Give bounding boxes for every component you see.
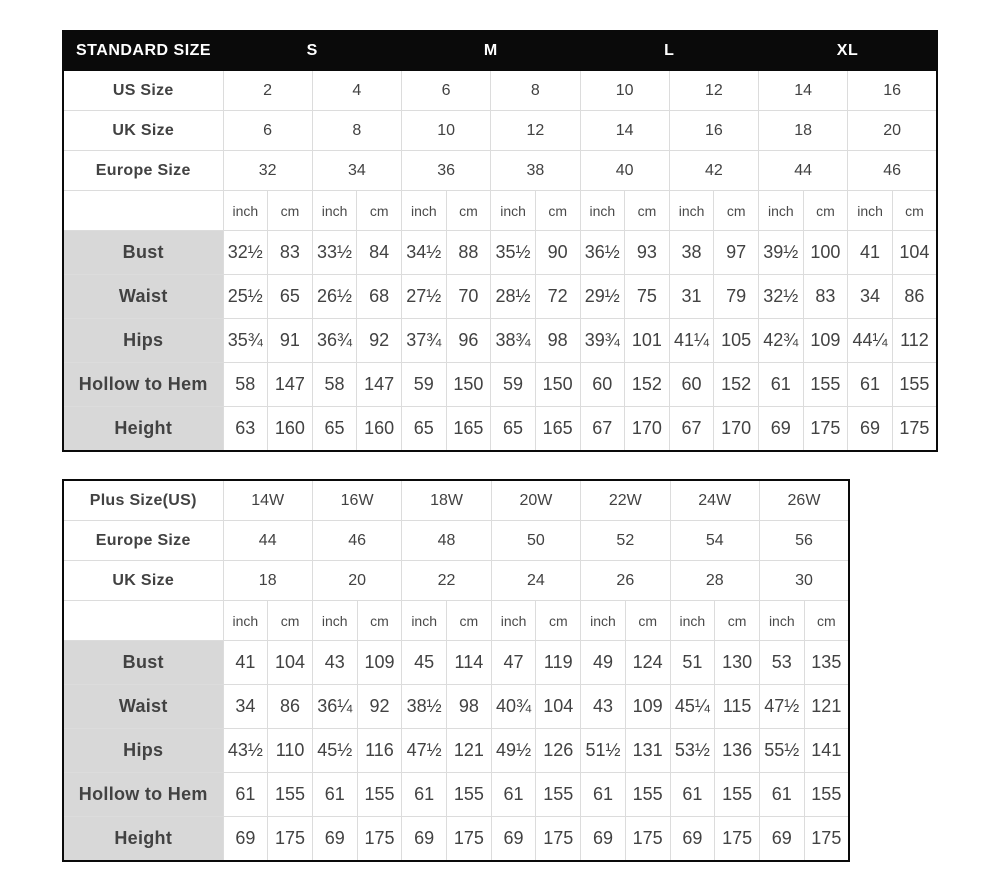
size-conversion-row (63, 561, 849, 601)
size-value-cell: 20W (491, 480, 580, 521)
unit-label-cm: cm (536, 601, 581, 641)
unit-label-cm: cm (804, 601, 849, 641)
size-value-cell: 14W (223, 480, 312, 521)
measurement-value-cell: 131 (625, 729, 670, 773)
measurement-value-cell: 160 (357, 407, 402, 452)
unit-label-cm: cm (357, 191, 402, 231)
size-value-cell: 16W (312, 480, 401, 521)
measurement-value-cell: 175 (892, 407, 937, 452)
measurement-value-cell: 92 (357, 319, 402, 363)
unit-label-cm: cm (625, 601, 670, 641)
measurement-value-cell: 110 (268, 729, 313, 773)
measurement-row (63, 817, 849, 862)
measurement-row (63, 275, 937, 319)
unit-label-cm: cm (714, 191, 759, 231)
measurement-value-cell: 100 (803, 231, 848, 275)
measurement-value-cell: 38 (669, 231, 714, 275)
measurement-value-cell: 45¼ (670, 685, 715, 729)
measurement-value-cell: 70 (446, 275, 491, 319)
measurement-value-cell: 43½ (223, 729, 268, 773)
size-group-header: M (402, 31, 581, 71)
size-value-cell: 32 (223, 151, 312, 191)
size-value-cell: 10 (402, 111, 491, 151)
measurement-value-cell: 61 (848, 363, 893, 407)
size-value-cell: 26W (759, 480, 849, 521)
table-header-row (63, 31, 937, 71)
measurement-value-cell: 49 (581, 641, 626, 685)
measurement-value-cell: 155 (268, 773, 313, 817)
measurement-value-cell: 160 (268, 407, 313, 452)
measurement-value-cell: 98 (535, 319, 580, 363)
measurement-value-cell: 34½ (402, 231, 447, 275)
measurement-value-cell: 27½ (402, 275, 447, 319)
measurement-value-cell: 155 (357, 773, 402, 817)
size-value-cell: 18 (223, 561, 312, 601)
measurement-value-cell: 150 (446, 363, 491, 407)
measurement-value-cell: 61 (402, 773, 447, 817)
size-value-cell: 52 (581, 521, 670, 561)
measurement-value-cell: 165 (535, 407, 580, 452)
measurement-value-cell: 63 (223, 407, 268, 452)
size-value-cell: 14 (580, 111, 669, 151)
size-value-cell: 20 (848, 111, 937, 151)
measurement-value-cell: 175 (715, 817, 760, 862)
measurement-value-cell: 86 (892, 275, 937, 319)
measurement-value-cell: 121 (447, 729, 492, 773)
measurement-value-cell: 44¼ (848, 319, 893, 363)
size-value-cell: 44 (223, 521, 312, 561)
measurement-row (63, 685, 849, 729)
measurement-value-cell: 175 (536, 817, 581, 862)
size-value-cell: 48 (402, 521, 491, 561)
measurement-value-cell: 38½ (402, 685, 447, 729)
row-label: Hollow to Hem (63, 773, 223, 817)
measurement-value-cell: 104 (536, 685, 581, 729)
measurement-value-cell: 58 (312, 363, 357, 407)
measurement-value-cell: 55½ (759, 729, 804, 773)
unit-label-cm: cm (268, 191, 313, 231)
measurement-value-cell: 155 (447, 773, 492, 817)
tables-container (62, 30, 938, 862)
size-value-cell: 56 (759, 521, 849, 561)
unit-label-cm: cm (892, 191, 937, 231)
measurement-value-cell: 69 (848, 407, 893, 452)
measurement-value-cell: 61 (581, 773, 626, 817)
measurement-value-cell: 93 (625, 231, 670, 275)
measurement-value-cell: 69 (491, 817, 536, 862)
measurement-value-cell: 69 (759, 817, 804, 862)
row-label: Waist (63, 275, 223, 319)
row-label: Bust (63, 231, 223, 275)
unit-label-cm: cm (803, 191, 848, 231)
measurement-value-cell: 41¼ (669, 319, 714, 363)
measurement-value-cell: 39¾ (580, 319, 625, 363)
measurement-value-cell: 68 (357, 275, 402, 319)
size-value-cell: 18W (402, 480, 491, 521)
measurement-value-cell: 41 (848, 231, 893, 275)
plus-table-body (63, 480, 849, 861)
row-label: Height (63, 407, 223, 452)
measurement-row (63, 773, 849, 817)
measurement-value-cell: 147 (357, 363, 402, 407)
size-value-cell: 24W (670, 480, 759, 521)
measurement-value-cell: 152 (714, 363, 759, 407)
measurement-value-cell: 36½ (580, 231, 625, 275)
size-group-header: S (223, 31, 402, 71)
measurement-row (63, 641, 849, 685)
size-conversion-row (63, 111, 937, 151)
unit-label-cm: cm (268, 601, 313, 641)
measurement-value-cell: 150 (535, 363, 580, 407)
unit-label-inch: inch (581, 601, 626, 641)
measurement-value-cell: 109 (625, 685, 670, 729)
size-value-cell: 10 (580, 71, 669, 111)
unit-label-cm: cm (535, 191, 580, 231)
size-value-cell: 22 (402, 561, 491, 601)
measurement-value-cell: 136 (715, 729, 760, 773)
measurement-value-cell: 53 (759, 641, 804, 685)
measurement-value-cell: 121 (804, 685, 849, 729)
row-label: Waist (63, 685, 223, 729)
measurement-value-cell: 59 (402, 363, 447, 407)
measurement-value-cell: 43 (581, 685, 626, 729)
measurement-value-cell: 104 (892, 231, 937, 275)
measurement-value-cell: 35¾ (223, 319, 268, 363)
measurement-value-cell: 165 (446, 407, 491, 452)
size-value-cell: 6 (402, 71, 491, 111)
measurement-value-cell: 86 (268, 685, 313, 729)
size-value-cell: 12 (669, 71, 758, 111)
measurement-value-cell: 175 (357, 817, 402, 862)
measurement-value-cell: 53½ (670, 729, 715, 773)
measurement-value-cell: 155 (804, 773, 849, 817)
unit-label-inch: inch (402, 191, 447, 231)
measurement-value-cell: 33½ (312, 231, 357, 275)
unit-header-row (63, 601, 849, 641)
row-label: UK Size (63, 111, 223, 151)
standard-table-body (63, 31, 937, 451)
size-value-cell: 14 (759, 71, 848, 111)
measurement-value-cell: 51 (670, 641, 715, 685)
unit-label-cm: cm (357, 601, 402, 641)
measurement-value-cell: 32½ (759, 275, 804, 319)
measurement-value-cell: 65 (402, 407, 447, 452)
measurement-value-cell: 170 (714, 407, 759, 452)
measurement-value-cell: 61 (759, 773, 804, 817)
measurement-value-cell: 41 (223, 641, 268, 685)
size-value-cell: 54 (670, 521, 759, 561)
size-value-cell: 46 (312, 521, 401, 561)
measurement-value-cell: 60 (669, 363, 714, 407)
measurement-value-cell: 69 (312, 817, 357, 862)
unit-label-cm: cm (446, 191, 491, 231)
size-value-cell: 16 (669, 111, 758, 151)
measurement-value-cell: 45 (402, 641, 447, 685)
size-value-cell: 18 (759, 111, 848, 151)
measurement-value-cell: 36¼ (312, 685, 357, 729)
unit-row-spacer (63, 601, 223, 641)
size-value-cell: 4 (312, 71, 401, 111)
measurement-value-cell: 49½ (491, 729, 536, 773)
unit-label-inch: inch (223, 191, 268, 231)
plus-size-table (62, 479, 850, 862)
measurement-value-cell: 104 (268, 641, 313, 685)
measurement-value-cell: 112 (892, 319, 937, 363)
unit-label-cm: cm (715, 601, 760, 641)
size-group-header: XL (759, 31, 938, 71)
unit-label-inch: inch (580, 191, 625, 231)
measurement-value-cell: 60 (580, 363, 625, 407)
measurement-row (63, 729, 849, 773)
measurement-value-cell: 130 (715, 641, 760, 685)
size-value-cell: 40 (580, 151, 669, 191)
row-label: Plus Size(US) (63, 480, 223, 521)
measurement-value-cell: 170 (625, 407, 670, 452)
unit-label-cm: cm (447, 601, 492, 641)
measurement-value-cell: 84 (357, 231, 402, 275)
measurement-value-cell: 141 (804, 729, 849, 773)
measurement-value-cell: 40¾ (491, 685, 536, 729)
size-value-cell: 46 (848, 151, 937, 191)
measurement-value-cell: 51½ (581, 729, 626, 773)
unit-label-inch: inch (491, 601, 536, 641)
measurement-value-cell: 91 (268, 319, 313, 363)
size-conversion-row (63, 521, 849, 561)
row-label: Bust (63, 641, 223, 685)
measurement-value-cell: 96 (446, 319, 491, 363)
measurement-value-cell: 61 (491, 773, 536, 817)
measurement-value-cell: 175 (268, 817, 313, 862)
measurement-value-cell: 61 (670, 773, 715, 817)
measurement-value-cell: 37¾ (402, 319, 447, 363)
measurement-row (63, 363, 937, 407)
measurement-value-cell: 29½ (580, 275, 625, 319)
size-value-cell: 30 (759, 561, 849, 601)
measurement-value-cell: 61 (312, 773, 357, 817)
unit-label-inch: inch (759, 191, 804, 231)
measurement-value-cell: 69 (759, 407, 804, 452)
size-conversion-row (63, 151, 937, 191)
measurement-value-cell: 155 (803, 363, 848, 407)
measurement-value-cell: 155 (892, 363, 937, 407)
size-conversion-row (63, 480, 849, 521)
measurement-row (63, 231, 937, 275)
measurement-value-cell: 116 (357, 729, 402, 773)
measurement-value-cell: 175 (803, 407, 848, 452)
measurement-value-cell: 119 (536, 641, 581, 685)
measurement-value-cell: 126 (536, 729, 581, 773)
measurement-value-cell: 79 (714, 275, 759, 319)
measurement-value-cell: 61 (759, 363, 804, 407)
measurement-value-cell: 42¾ (759, 319, 804, 363)
row-label: Height (63, 817, 223, 862)
size-value-cell: 36 (402, 151, 491, 191)
size-value-cell: 20 (312, 561, 401, 601)
measurement-value-cell: 155 (536, 773, 581, 817)
size-conversion-row (63, 71, 937, 111)
measurement-value-cell: 65 (268, 275, 313, 319)
measurement-value-cell: 43 (312, 641, 357, 685)
measurement-value-cell: 47½ (759, 685, 804, 729)
measurement-value-cell: 28½ (491, 275, 536, 319)
measurement-value-cell: 69 (223, 817, 268, 862)
measurement-value-cell: 36¾ (312, 319, 357, 363)
measurement-value-cell: 67 (669, 407, 714, 452)
row-label: Europe Size (63, 151, 223, 191)
row-label: Europe Size (63, 521, 223, 561)
row-label: UK Size (63, 561, 223, 601)
size-value-cell: 34 (312, 151, 401, 191)
measurement-value-cell: 34 (848, 275, 893, 319)
measurement-value-cell: 47 (491, 641, 536, 685)
size-value-cell: 12 (491, 111, 580, 151)
measurement-value-cell: 35½ (491, 231, 536, 275)
measurement-value-cell: 175 (804, 817, 849, 862)
measurement-value-cell: 69 (402, 817, 447, 862)
unit-label-inch: inch (848, 191, 893, 231)
measurement-value-cell: 31 (669, 275, 714, 319)
size-value-cell: 42 (669, 151, 758, 191)
unit-label-inch: inch (402, 601, 447, 641)
row-label: Hips (63, 319, 223, 363)
size-value-cell: 38 (491, 151, 580, 191)
size-value-cell: 8 (491, 71, 580, 111)
unit-label-inch: inch (312, 191, 357, 231)
size-value-cell: 2 (223, 71, 312, 111)
size-value-cell: 24 (491, 561, 580, 601)
measurement-value-cell: 175 (447, 817, 492, 862)
row-label: Hollow to Hem (63, 363, 223, 407)
unit-label-inch: inch (669, 191, 714, 231)
standard-size-table (62, 30, 938, 452)
measurement-value-cell: 98 (447, 685, 492, 729)
measurement-value-cell: 59 (491, 363, 536, 407)
size-group-header: L (580, 31, 759, 71)
measurement-value-cell: 175 (625, 817, 670, 862)
measurement-value-cell: 152 (625, 363, 670, 407)
size-value-cell: 8 (312, 111, 401, 151)
row-label: US Size (63, 71, 223, 111)
size-value-cell: 28 (670, 561, 759, 601)
measurement-value-cell: 105 (714, 319, 759, 363)
unit-header-row (63, 191, 937, 231)
measurement-value-cell: 115 (715, 685, 760, 729)
measurement-value-cell: 124 (625, 641, 670, 685)
row-label: Hips (63, 729, 223, 773)
measurement-value-cell: 67 (580, 407, 625, 452)
size-value-cell: 16 (848, 71, 937, 111)
measurement-value-cell: 32½ (223, 231, 268, 275)
unit-label-inch: inch (312, 601, 357, 641)
size-value-cell: 44 (759, 151, 848, 191)
measurement-value-cell: 92 (357, 685, 402, 729)
measurement-value-cell: 97 (714, 231, 759, 275)
measurement-value-cell: 83 (268, 231, 313, 275)
unit-label-cm: cm (625, 191, 670, 231)
measurement-value-cell: 58 (223, 363, 268, 407)
measurement-value-cell: 34 (223, 685, 268, 729)
measurement-value-cell: 47½ (402, 729, 447, 773)
measurement-value-cell: 114 (447, 641, 492, 685)
measurement-value-cell: 38¾ (491, 319, 536, 363)
measurement-value-cell: 69 (581, 817, 626, 862)
measurement-value-cell: 75 (625, 275, 670, 319)
measurement-value-cell: 135 (804, 641, 849, 685)
measurement-value-cell: 61 (223, 773, 268, 817)
measurement-value-cell: 65 (491, 407, 536, 452)
measurement-row (63, 407, 937, 452)
unit-label-inch: inch (491, 191, 536, 231)
table-title: STANDARD SIZE (63, 31, 223, 71)
size-value-cell: 22W (581, 480, 670, 521)
measurement-value-cell: 90 (535, 231, 580, 275)
measurement-value-cell: 88 (446, 231, 491, 275)
measurement-value-cell: 83 (803, 275, 848, 319)
measurement-value-cell: 69 (670, 817, 715, 862)
measurement-value-cell: 109 (357, 641, 402, 685)
unit-label-inch: inch (670, 601, 715, 641)
measurement-value-cell: 25½ (223, 275, 268, 319)
measurement-value-cell: 39½ (759, 231, 804, 275)
size-value-cell: 50 (491, 521, 580, 561)
measurement-value-cell: 101 (625, 319, 670, 363)
measurement-value-cell: 26½ (312, 275, 357, 319)
measurement-value-cell: 147 (268, 363, 313, 407)
unit-label-inch: inch (759, 601, 804, 641)
measurement-value-cell: 65 (312, 407, 357, 452)
measurement-value-cell: 155 (715, 773, 760, 817)
size-value-cell: 6 (223, 111, 312, 151)
size-value-cell: 26 (581, 561, 670, 601)
measurement-value-cell: 45½ (312, 729, 357, 773)
measurement-value-cell: 72 (535, 275, 580, 319)
unit-label-inch: inch (223, 601, 268, 641)
measurement-value-cell: 109 (803, 319, 848, 363)
unit-row-spacer (63, 191, 223, 231)
measurement-value-cell: 155 (625, 773, 670, 817)
measurement-row (63, 319, 937, 363)
